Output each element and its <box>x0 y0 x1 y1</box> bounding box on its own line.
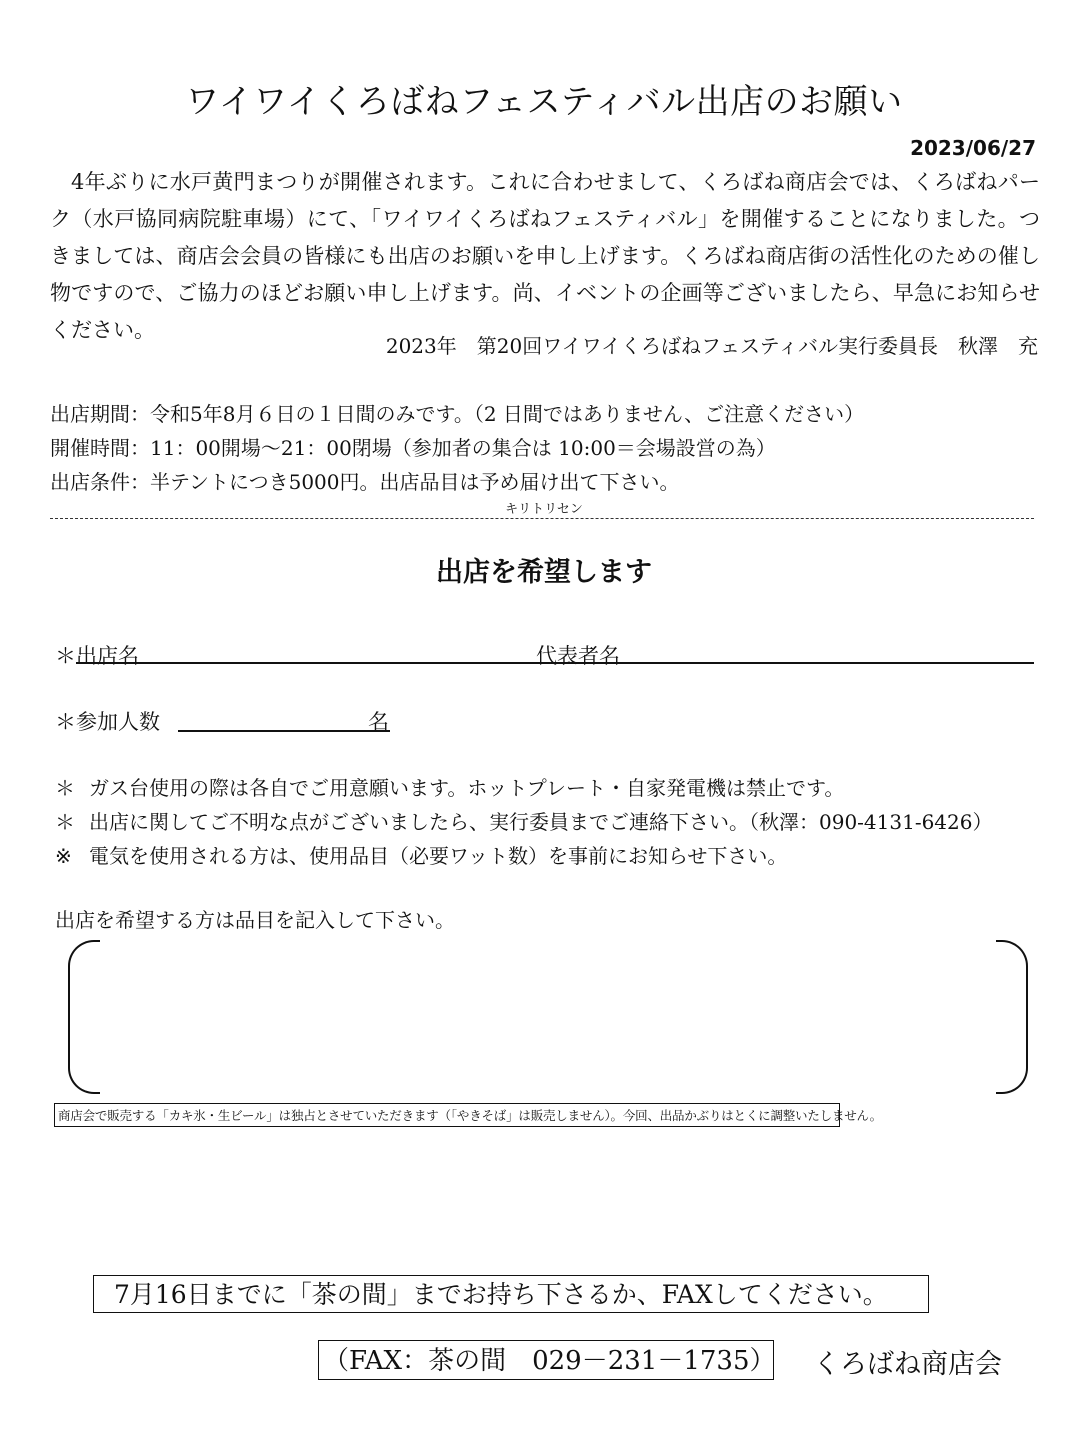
cut-line <box>50 518 1034 519</box>
note-electricity <box>55 840 787 869</box>
shop-name-label: ＊出店名 <box>55 644 139 668</box>
fax-number: （FAX：茶の間 029－231－1735） <box>318 1340 774 1380</box>
items-instruction: 出店を希望する方は品目を記入して下さい。 <box>55 908 455 932</box>
info-hours: 開催時間：11：00開場～21：00閉場（参加者の集合は 10:00＝会場設営の為） <box>50 436 776 460</box>
items-entry-area[interactable] <box>68 940 1028 1090</box>
note-mark: ※ <box>55 844 72 868</box>
note-gas <box>55 772 844 801</box>
representative-label: 代表者名 <box>536 644 620 668</box>
note-text: ガス台使用の際は各自でご用意願います。ホットプレート・自家発電機は禁止です。 <box>89 776 845 800</box>
participants-label: ＊参加人数 <box>55 710 160 734</box>
participants-field[interactable] <box>178 730 390 732</box>
deadline-notice: 7月16日までに「茶の間」までお持ち下さるか、FAXしてください。 <box>93 1275 929 1313</box>
committee-signature: 2023年 第20回ワイワイくろばねフェスティバル実行委員長 秋澤 充 <box>385 334 1038 358</box>
note-mark: ＊ <box>55 776 75 800</box>
left-bracket <box>68 940 100 1094</box>
right-bracket <box>996 940 1028 1094</box>
info-conditions: 出店条件：半テントにつき5000円。出店品目は予め届け出て下さい。 <box>50 470 680 494</box>
note-text: 電気を使用される方は、使用品目（必要ワット数）を事前にお知らせ下さい。 <box>89 844 788 868</box>
info-period: 出店期間：令和5年8月６日の１日間のみです。（2 日間ではありません、ご注意ください） <box>50 402 865 426</box>
note-contact <box>55 806 993 835</box>
cut-line-label: キリトリセン <box>505 502 583 517</box>
form-heading: 出店を希望します <box>436 557 652 588</box>
organization-name: くろばね商店会 <box>813 1349 1002 1380</box>
document-date: 2023/06/27 <box>910 136 1036 160</box>
page-title: ワイワイくろばねフェスティバル出店のお願い <box>185 82 903 122</box>
participants-unit: 名 <box>368 710 389 734</box>
note-mark: ＊ <box>55 810 75 834</box>
exclusive-sales-note: 商店会で販売する「カキ氷・生ビール」は独占とさせていただきます（「やきそば」は販売しません）。今回、出品かぶりはとくに調整いたしません。 <box>54 1103 840 1127</box>
note-text: 出店に関してご不明な点がございましたら、実行委員までご連絡下さい。（秋澤：090-4131-6426） <box>89 810 993 834</box>
intro-paragraph: 4年ぶりに水戸黄門まつりが開催されます。これに合わせまして、くろばね商店会では、くろばねパーク（水戸協同病院駐車場）にて、「ワイワイくろばねフェスティバル」を開催することになりました。つきましては、商店会会員の皆様にも出店のお願いを申し上げます。くろばね商店街の活性化のための催し物ですので、ご協力のほどお願い申し上げます。尚、イベントの企画等ございましたら、早急にお知らせください。 <box>50 170 1040 342</box>
